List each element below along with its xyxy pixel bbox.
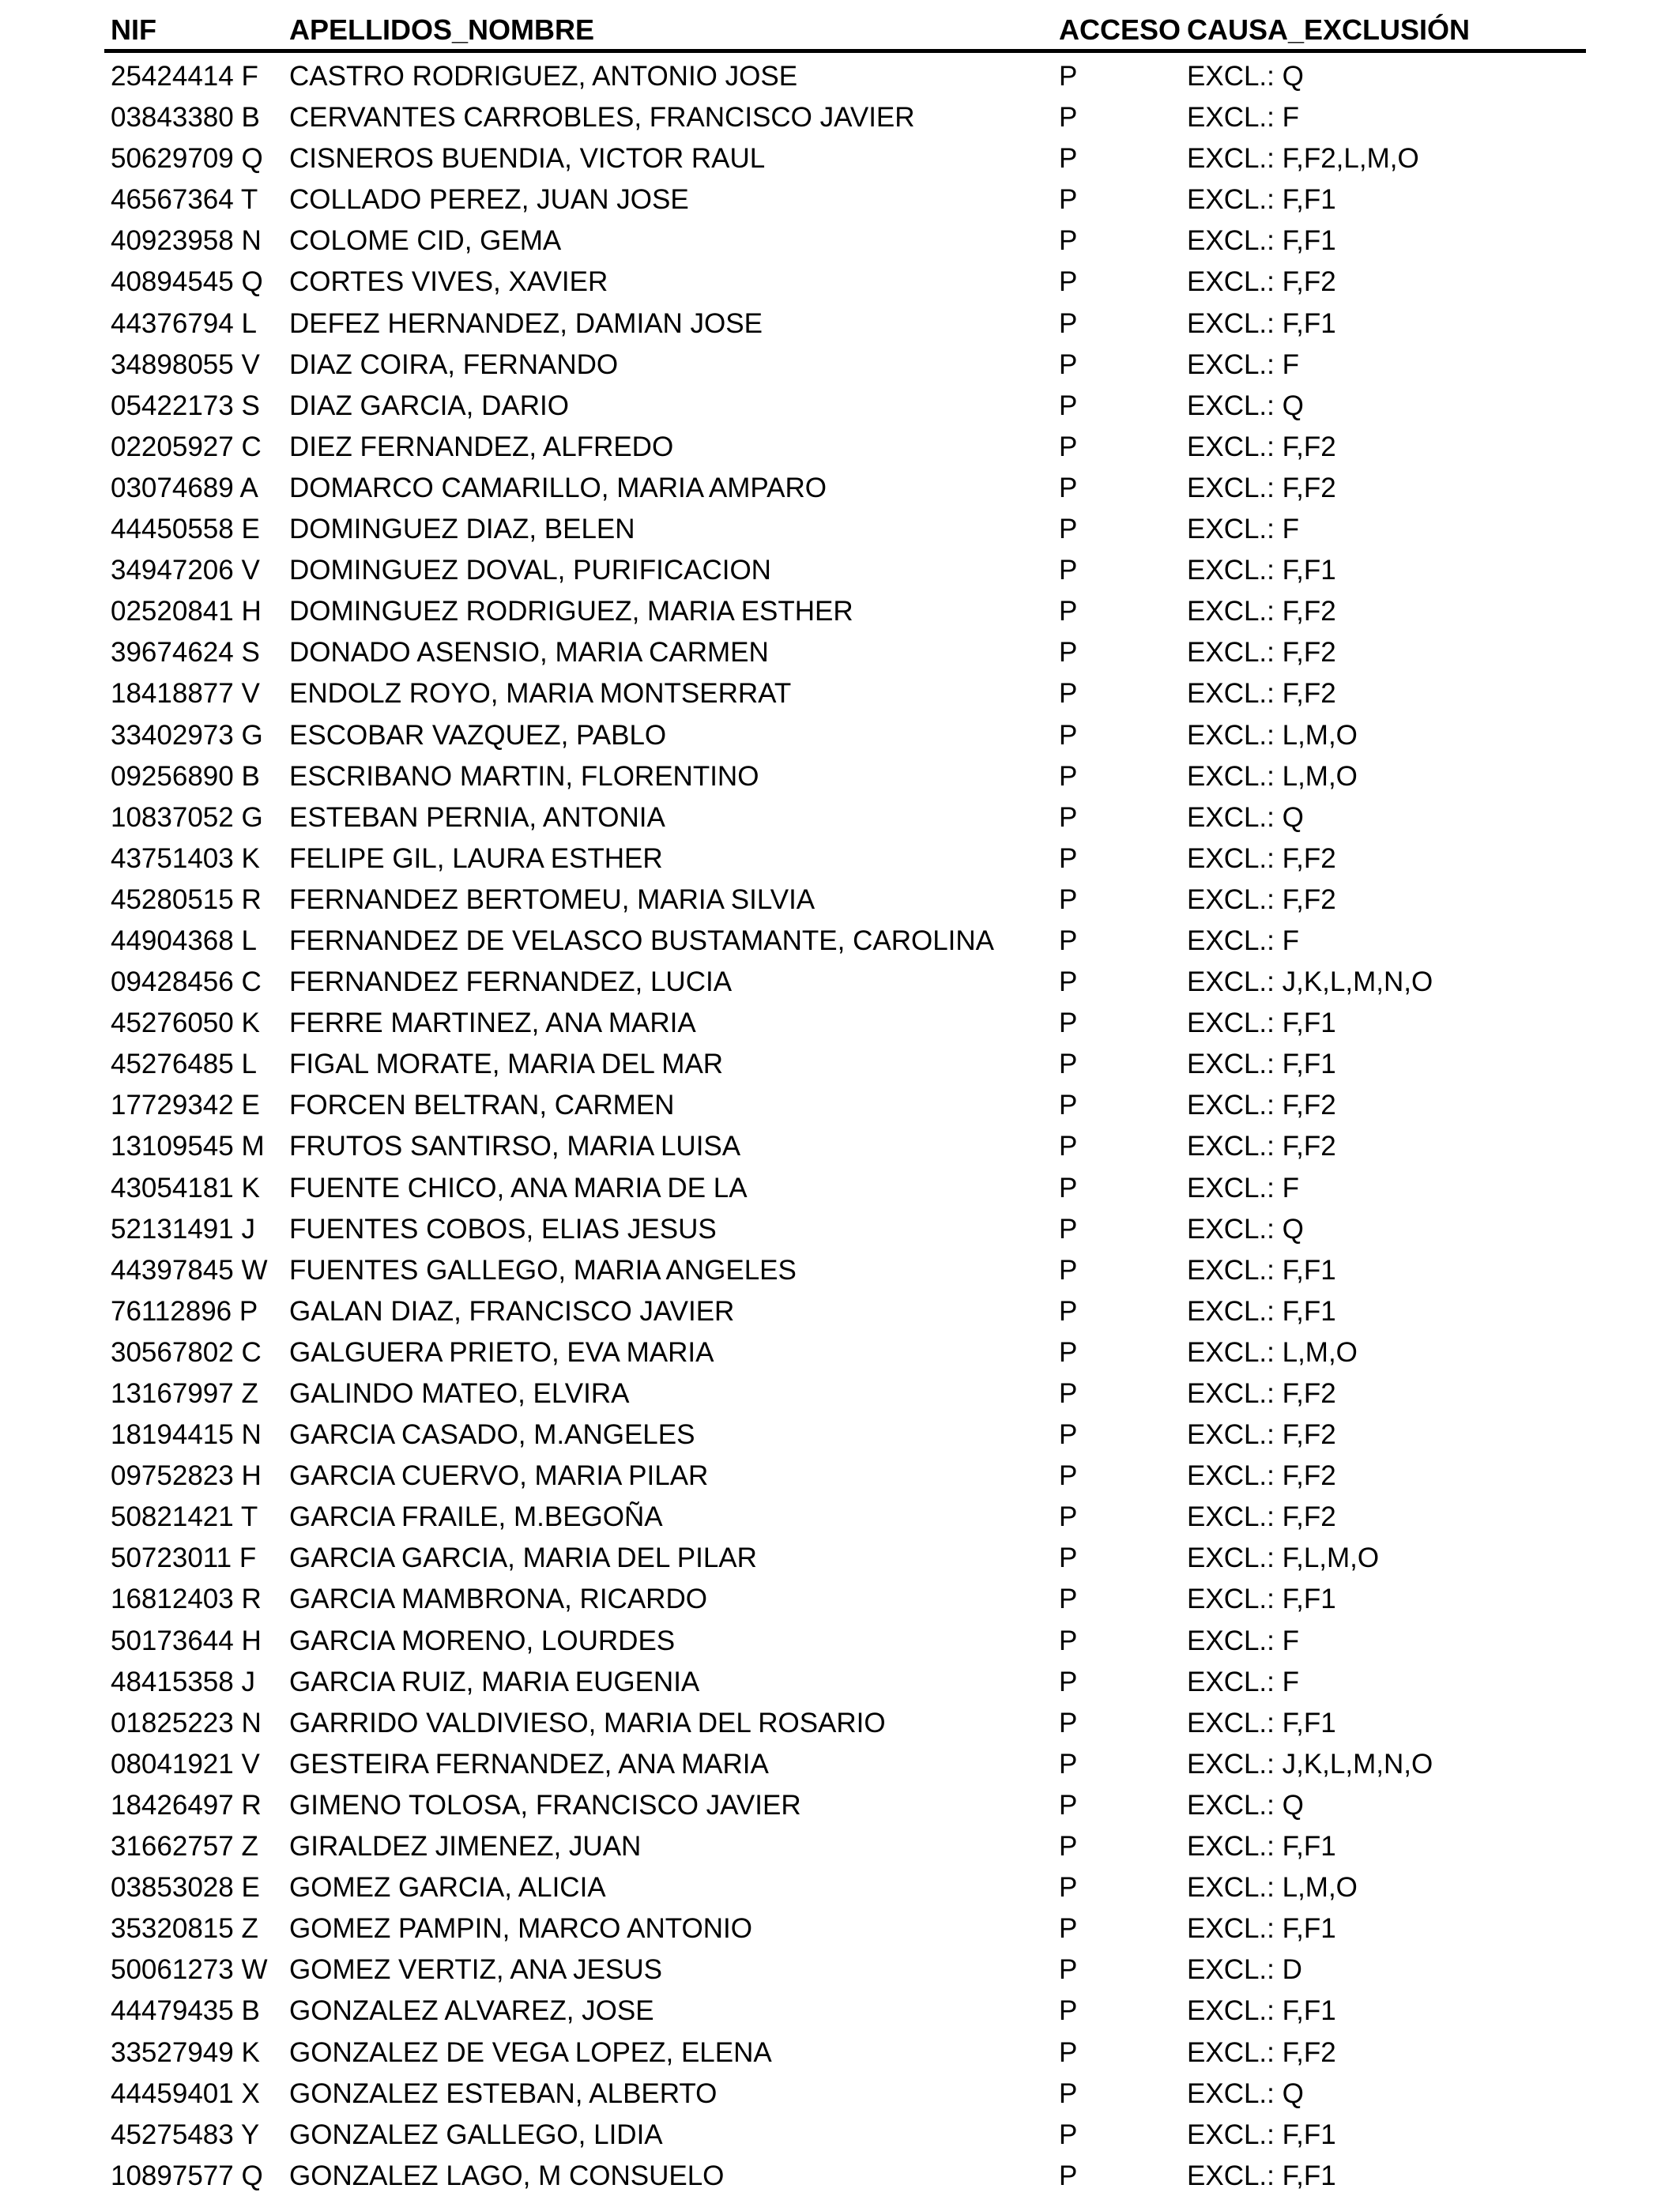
cell-nif: 03074689 A [111,472,258,503]
cell-acceso: P [1059,1378,1078,1409]
cell-causa-exclusion: EXCL.: F,F1 [1187,1008,1336,1039]
cell-apellidos-nombre: GARCIA RUIZ, MARIA EUGENIA [289,1666,700,1697]
cell-nif: 18194415 N [111,1419,262,1451]
cell-causa-exclusion: EXCL.: F [1187,925,1299,956]
cell-acceso: P [1059,143,1078,175]
table-row [104,672,1586,714]
table-row [104,1332,1586,1373]
cell-apellidos-nombre: GONZALEZ ESTEBAN, ALBERTO [289,2077,718,2109]
cell-causa-exclusion: EXCL.: F,L,M,O [1187,1542,1380,1574]
cell-causa-exclusion: EXCL.: F,F1 [1187,555,1336,586]
cell-acceso: P [1059,1995,1078,2027]
cell-apellidos-nombre: FUENTES GALLEGO, MARIA ANGELES [289,1254,797,1286]
cell-apellidos-nombre: GARCIA CASADO, M.ANGELES [289,1419,695,1451]
cell-causa-exclusion: EXCL.: F,F1 [1187,1049,1336,1080]
table-row [104,631,1586,672]
cell-nif: 13167997 Z [111,1378,258,1409]
cell-causa-exclusion: EXCL.: Q [1187,1213,1304,1245]
cell-apellidos-nombre: FUENTES COBOS, ELIAS JESUS [289,1213,717,1245]
cell-causa-exclusion: EXCL.: Q [1187,801,1304,833]
table-row [104,55,1586,96]
cell-acceso: P [1059,760,1078,792]
cell-nif: 48415358 J [111,1666,255,1697]
table-row [104,508,1586,549]
cell-apellidos-nombre: GIMENO TOLOSA, FRANCISCO JAVIER [289,1789,801,1821]
cell-causa-exclusion: EXCL.: F,F2 [1187,1419,1336,1451]
cell-causa-exclusion: EXCL.: J,K,L,M,N,O [1187,1748,1433,1780]
cell-causa-exclusion: EXCL.: Q [1187,390,1304,421]
table-row [104,590,1586,631]
header-nif: NIF [111,13,156,46]
cell-acceso: P [1059,1131,1078,1162]
cell-causa-exclusion: EXCL.: F,F2 [1187,678,1336,710]
cell-causa-exclusion: EXCL.: F,F2 [1187,472,1336,503]
table-row [104,1167,1586,1208]
cell-acceso: P [1059,2160,1078,2191]
cell-apellidos-nombre: GONZALEZ LAGO, M CONSUELO [289,2160,725,2191]
table-row [104,1990,1586,2031]
cell-acceso: P [1059,1460,1078,1492]
cell-nif: 50723011 F [111,1542,257,1574]
cell-acceso: P [1059,1254,1078,1286]
cell-nif: 18426497 R [111,1789,262,1821]
cell-causa-exclusion: EXCL.: F,F1 [1187,2160,1336,2191]
table-row [104,1743,1586,1784]
cell-apellidos-nombre: ESTEBAN PERNIA, ANTONIA [289,801,665,833]
table-row [104,179,1586,220]
cell-nif: 45280515 R [111,883,262,915]
cell-apellidos-nombre: FELIPE GIL, LAURA ESTHER [289,842,663,874]
table-row [104,1249,1586,1290]
cell-apellidos-nombre: FERRE MARTINEZ, ANA MARIA [289,1008,696,1039]
table-row [104,1002,1586,1043]
cell-apellidos-nombre: GALGUERA PRIETO, EVA MARIA [289,1336,714,1368]
table-row [104,1208,1586,1249]
cell-causa-exclusion: EXCL.: F,F1 [1187,225,1336,257]
cell-causa-exclusion: EXCL.: F [1187,1172,1299,1203]
cell-nif: 52131491 J [111,1213,255,1245]
table-row [104,1414,1586,1455]
cell-causa-exclusion: EXCL.: F,F2 [1187,2036,1336,2068]
cell-acceso: P [1059,719,1078,751]
cell-nif: 76112896 P [111,1295,258,1327]
cell-acceso: P [1059,1090,1078,1121]
cell-causa-exclusion: EXCL.: F,F1 [1187,1707,1336,1738]
table-row [104,1043,1586,1084]
cell-acceso: P [1059,514,1078,545]
cell-nif: 02205927 C [111,431,262,462]
cell-acceso: P [1059,1913,1078,1945]
table-row [104,467,1586,508]
table-row [104,1455,1586,1496]
cell-nif: 40923958 N [111,225,262,257]
cell-acceso: P [1059,1872,1078,1904]
cell-acceso: P [1059,555,1078,586]
cell-acceso: P [1059,1789,1078,1821]
cell-acceso: P [1059,637,1078,669]
table-row [104,96,1586,137]
cell-nif: 45276485 L [111,1049,257,1080]
cell-causa-exclusion: EXCL.: F,F2 [1187,842,1336,874]
cell-apellidos-nombre: DEFEZ HERNANDEZ, DAMIAN JOSE [289,307,763,339]
cell-apellidos-nombre: GESTEIRA FERNANDEZ, ANA MARIA [289,1748,769,1780]
cell-apellidos-nombre: CISNEROS BUENDIA, VICTOR RAUL [289,143,766,175]
table-row [104,1496,1586,1537]
cell-apellidos-nombre: CORTES VIVES, XAVIER [289,266,608,298]
cell-causa-exclusion: EXCL.: F,F1 [1187,2119,1336,2150]
cell-acceso: P [1059,1049,1078,1080]
table-row [104,261,1586,302]
cell-apellidos-nombre: FIGAL MORATE, MARIA DEL MAR [289,1049,724,1080]
cell-nif: 44397845 W [111,1254,268,1286]
cell-acceso: P [1059,1501,1078,1533]
cell-nif: 44376794 L [111,307,257,339]
cell-causa-exclusion: EXCL.: F,F1 [1187,1254,1336,1286]
cell-nif: 01825223 N [111,1707,262,1738]
cell-apellidos-nombre: FORCEN BELTRAN, CARMEN [289,1090,675,1121]
cell-acceso: P [1059,472,1078,503]
cell-acceso: P [1059,1008,1078,1039]
cell-apellidos-nombre: DONADO ASENSIO, MARIA CARMEN [289,637,769,669]
cell-causa-exclusion: EXCL.: F,F1 [1187,1831,1336,1863]
cell-acceso: P [1059,2119,1078,2150]
table-header [104,0,1586,51]
cell-apellidos-nombre: CASTRO RODRIGUEZ, ANTONIO JOSE [289,61,798,92]
cell-nif: 34898055 V [111,348,260,380]
cell-acceso: P [1059,1707,1078,1738]
cell-apellidos-nombre: GOMEZ PAMPIN, MARCO ANTONIO [289,1913,752,1945]
cell-apellidos-nombre: GONZALEZ DE VEGA LOPEZ, ELENA [289,2036,772,2068]
cell-apellidos-nombre: CERVANTES CARROBLES, FRANCISCO JAVIER [289,102,915,134]
cell-acceso: P [1059,2036,1078,2068]
cell-apellidos-nombre: GONZALEZ ALVAREZ, JOSE [289,1995,654,2027]
cell-nif: 50821421 T [111,1501,258,1533]
cell-apellidos-nombre: ENDOLZ ROYO, MARIA MONTSERRAT [289,678,792,710]
cell-acceso: P [1059,348,1078,380]
cell-acceso: P [1059,266,1078,298]
cell-acceso: P [1059,2077,1078,2109]
table-row [104,879,1586,920]
table-row [104,1537,1586,1578]
cell-causa-exclusion: EXCL.: F,F2 [1187,431,1336,462]
cell-apellidos-nombre: COLOME CID, GEMA [289,225,562,257]
cell-apellidos-nombre: COLLADO PEREZ, JUAN JOSE [289,184,689,216]
cell-causa-exclusion: EXCL.: F [1187,1666,1299,1697]
cell-causa-exclusion: EXCL.: F,F2,L,M,O [1187,143,1419,175]
cell-causa-exclusion: EXCL.: F,F1 [1187,307,1336,339]
cell-apellidos-nombre: GARCIA GARCIA, MARIA DEL PILAR [289,1542,757,1574]
cell-nif: 10897577 Q [111,2160,263,2191]
cell-apellidos-nombre: DIEZ FERNANDEZ, ALFREDO [289,431,674,462]
cell-nif: 50629709 Q [111,143,263,175]
table-row [104,920,1586,961]
cell-nif: 44904368 L [111,925,257,956]
cell-nif: 39674624 S [111,637,260,669]
cell-apellidos-nombre: GARCIA MORENO, LOURDES [289,1625,676,1656]
cell-nif: 35320815 Z [111,1913,258,1945]
cell-apellidos-nombre: FERNANDEZ DE VELASCO BUSTAMANTE, CAROLINA [289,925,995,956]
cell-apellidos-nombre: FERNANDEZ BERTOMEU, MARIA SILVIA [289,883,816,915]
cell-acceso: P [1059,1336,1078,1368]
cell-causa-exclusion: EXCL.: F,F2 [1187,1460,1336,1492]
table-row [104,714,1586,755]
table-row [104,344,1586,385]
cell-nif: 44450558 E [111,514,260,545]
cell-causa-exclusion: EXCL.: F,F1 [1187,1913,1336,1945]
cell-acceso: P [1059,596,1078,627]
cell-causa-exclusion: EXCL.: F,F1 [1187,1584,1336,1615]
table-row [104,1620,1586,1661]
table-row [104,426,1586,467]
table-row [104,1784,1586,1825]
table-row [104,1084,1586,1125]
cell-causa-exclusion: EXCL.: Q [1187,1789,1304,1821]
cell-causa-exclusion: EXCL.: F,F2 [1187,266,1336,298]
cell-causa-exclusion: EXCL.: F,F2 [1187,596,1336,627]
cell-causa-exclusion: EXCL.: F [1187,102,1299,134]
table-row [104,1290,1586,1332]
cell-causa-exclusion: EXCL.: Q [1187,2077,1304,2109]
cell-acceso: P [1059,1831,1078,1863]
cell-acceso: P [1059,1954,1078,1986]
cell-acceso: P [1059,1748,1078,1780]
table-row [104,797,1586,838]
table-row [104,2114,1586,2155]
table-row [104,137,1586,179]
cell-nif: 33527949 K [111,2036,260,2068]
cell-nif: 45275483 Y [111,2119,260,2150]
table-row [104,549,1586,590]
cell-acceso: P [1059,801,1078,833]
cell-causa-exclusion: EXCL.: F,F2 [1187,1131,1336,1162]
table-row [104,1908,1586,1949]
cell-nif: 50061273 W [111,1954,268,1986]
table-row [104,1578,1586,1619]
cell-nif: 03843380 B [111,102,260,134]
cell-nif: 34947206 V [111,555,260,586]
cell-acceso: P [1059,1295,1078,1327]
header-apellidos-nombre: APELLIDOS_NOMBRE [289,13,595,46]
cell-apellidos-nombre: GARCIA FRAILE, M.BEGOÑA [289,1501,663,1533]
cell-causa-exclusion: EXCL.: Q [1187,61,1304,92]
cell-acceso: P [1059,966,1078,998]
cell-acceso: P [1059,678,1078,710]
cell-nif: 45276050 K [111,1008,260,1039]
cell-nif: 16812403 R [111,1584,262,1615]
cell-nif: 40894545 Q [111,266,263,298]
header-acceso: ACCESO [1059,13,1181,46]
cell-nif: 17729342 E [111,1090,260,1121]
cell-apellidos-nombre: DOMINGUEZ DOVAL, PURIFICACION [289,555,771,586]
table-row [104,2155,1586,2196]
cell-causa-exclusion: EXCL.: L,M,O [1187,1872,1358,1904]
table-row [104,1866,1586,1908]
table-row [104,1373,1586,1414]
cell-apellidos-nombre: GOMEZ GARCIA, ALICIA [289,1872,606,1904]
exclusion-list-sheet [104,0,1586,2191]
cell-nif: 46567364 T [111,184,258,216]
cell-causa-exclusion: EXCL.: D [1187,1954,1302,1986]
header-causa-exclusion: CAUSA_EXCLUSIÓN [1187,13,1471,46]
cell-acceso: P [1059,61,1078,92]
cell-apellidos-nombre: DOMARCO CAMARILLO, MARIA AMPARO [289,472,827,503]
cell-apellidos-nombre: ESCRIBANO MARTIN, FLORENTINO [289,760,759,792]
cell-nif: 08041921 V [111,1748,260,1780]
cell-apellidos-nombre: GALAN DIAZ, FRANCISCO JAVIER [289,1295,735,1327]
cell-causa-exclusion: EXCL.: F,F2 [1187,1090,1336,1121]
cell-apellidos-nombre: FRUTOS SANTIRSO, MARIA LUISA [289,1131,741,1162]
cell-apellidos-nombre: GARRIDO VALDIVIESO, MARIA DEL ROSARIO [289,1707,886,1738]
cell-nif: 43751403 K [111,842,260,874]
table-row [104,1702,1586,1743]
table-row [104,838,1586,879]
cell-causa-exclusion: EXCL.: L,M,O [1187,760,1358,792]
cell-acceso: P [1059,1542,1078,1574]
cell-causa-exclusion: EXCL.: F [1187,348,1299,380]
table-row [104,1661,1586,1702]
cell-acceso: P [1059,842,1078,874]
table-row [104,303,1586,344]
cell-nif: 44459401 X [111,2077,260,2109]
cell-acceso: P [1059,307,1078,339]
table-row [104,2032,1586,2073]
cell-nif: 31662757 Z [111,1831,258,1863]
cell-acceso: P [1059,925,1078,956]
cell-apellidos-nombre: FERNANDEZ FERNANDEZ, LUCIA [289,966,733,998]
cell-apellidos-nombre: DIAZ GARCIA, DARIO [289,390,569,421]
cell-nif: 25424414 F [111,61,258,92]
cell-causa-exclusion: EXCL.: F,F1 [1187,184,1336,216]
table-row [104,1825,1586,1866]
cell-nif: 43054181 K [111,1172,260,1203]
cell-causa-exclusion: EXCL.: J,K,L,M,N,O [1187,966,1433,998]
cell-acceso: P [1059,1172,1078,1203]
cell-causa-exclusion: EXCL.: L,M,O [1187,1336,1358,1368]
cell-causa-exclusion: EXCL.: F,F2 [1187,637,1336,669]
cell-nif: 33402973 G [111,719,263,751]
cell-apellidos-nombre: GOMEZ VERTIZ, ANA JESUS [289,1954,662,1986]
cell-acceso: P [1059,1213,1078,1245]
table-row [104,2073,1586,2114]
cell-causa-exclusion: EXCL.: F,F2 [1187,883,1336,915]
cell-apellidos-nombre: GARCIA CUERVO, MARIA PILAR [289,1460,709,1492]
table-row [104,961,1586,1002]
table-row [104,755,1586,797]
cell-causa-exclusion: EXCL.: F,F1 [1187,1295,1336,1327]
cell-nif: 44479435 B [111,1995,260,2027]
cell-nif: 09752823 H [111,1460,262,1492]
cell-acceso: P [1059,1419,1078,1451]
cell-causa-exclusion: EXCL.: L,M,O [1187,719,1358,751]
cell-apellidos-nombre: GONZALEZ GALLEGO, LIDIA [289,2119,663,2150]
cell-causa-exclusion: EXCL.: F [1187,514,1299,545]
cell-apellidos-nombre: FUENTE CHICO, ANA MARIA DE LA [289,1172,748,1203]
cell-acceso: P [1059,1625,1078,1656]
cell-acceso: P [1059,1584,1078,1615]
cell-apellidos-nombre: ESCOBAR VAZQUEZ, PABLO [289,719,667,751]
table-row [104,1125,1586,1166]
cell-acceso: P [1059,390,1078,421]
cell-causa-exclusion: EXCL.: F [1187,1625,1299,1656]
cell-nif: 09256890 B [111,760,260,792]
cell-acceso: P [1059,431,1078,462]
table-row [104,385,1586,426]
cell-acceso: P [1059,184,1078,216]
table-row [104,220,1586,261]
header-divider [104,49,1586,53]
table-body [104,55,1586,2196]
cell-acceso: P [1059,102,1078,134]
cell-nif: 10837052 G [111,801,263,833]
cell-apellidos-nombre: GIRALDEZ JIMENEZ, JUAN [289,1831,642,1863]
cell-acceso: P [1059,883,1078,915]
cell-apellidos-nombre: DOMINGUEZ RODRIGUEZ, MARIA ESTHER [289,596,853,627]
cell-apellidos-nombre: GARCIA MAMBRONA, RICARDO [289,1584,707,1615]
cell-apellidos-nombre: DIAZ COIRA, FERNANDO [289,348,619,380]
cell-acceso: P [1059,1666,1078,1697]
cell-nif: 03853028 E [111,1872,260,1904]
cell-acceso: P [1059,225,1078,257]
cell-causa-exclusion: EXCL.: F,F2 [1187,1378,1336,1409]
cell-nif: 30567802 C [111,1336,262,1368]
cell-nif: 18418877 V [111,678,260,710]
cell-nif: 05422173 S [111,390,260,421]
cell-nif: 13109545 M [111,1131,265,1162]
table-row [104,1949,1586,1990]
cell-causa-exclusion: EXCL.: F,F1 [1187,1995,1336,2027]
cell-nif: 09428456 C [111,966,262,998]
cell-apellidos-nombre: GALINDO MATEO, ELVIRA [289,1378,630,1409]
cell-nif: 50173644 H [111,1625,262,1656]
cell-nif: 02520841 H [111,596,262,627]
cell-causa-exclusion: EXCL.: F,F2 [1187,1501,1336,1533]
cell-apellidos-nombre: DOMINGUEZ DIAZ, BELEN [289,514,635,545]
